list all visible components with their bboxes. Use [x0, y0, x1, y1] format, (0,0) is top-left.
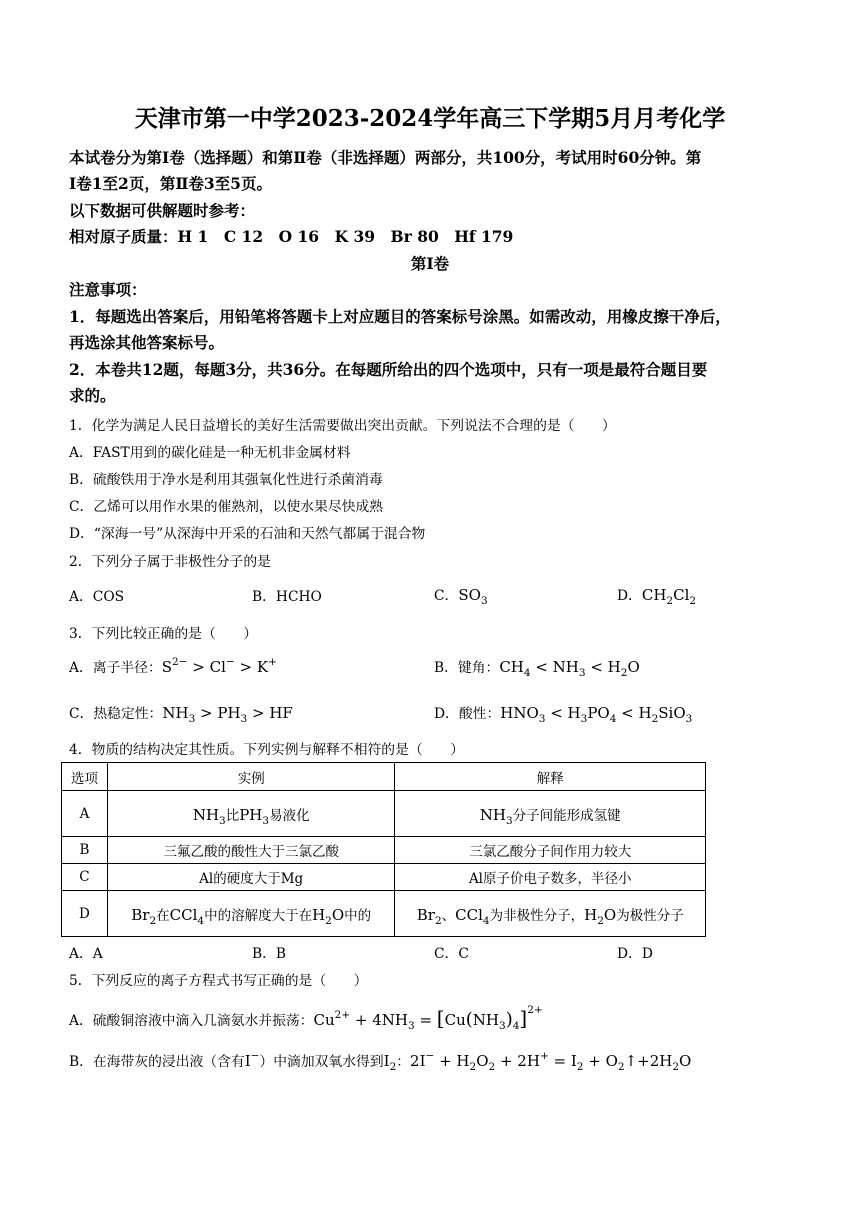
- q1-option-d: D．“深海一号”从深海中开采的石油和天然气都属于混合物: [69, 526, 426, 542]
- q2-option-c: C．$SO_3$: [434, 586, 488, 607]
- row-explanation: $Br_2$、CCl$_4$为非极性分子，$H_2O$为极性分子: [395, 891, 706, 937]
- q3-option-d: D．酸性：$HNO_3 < H_3PO_4 < H_2SiO_3$: [434, 704, 693, 725]
- q4-option-b: B．B: [252, 946, 287, 962]
- section-title: 第Ⅰ卷: [410, 254, 450, 273]
- row-option: C: [62, 864, 108, 891]
- q4-stem: 4．物质的结构决定其性质。下列实例与解释不相符的是（ ）: [69, 742, 465, 758]
- row-example: $Br_2$在CCl$_4$中的溶解度大于在$H_2O$中的: [107, 891, 395, 937]
- table-row: [62, 891, 706, 937]
- row-explanation: Al原子价电子数多，半径小: [395, 864, 706, 891]
- q1-option-a: A．FAST用到的碳化硅是一种无机非金属材料: [69, 445, 351, 461]
- row-option: D: [62, 891, 108, 937]
- q2-option-b: B．HCHO: [252, 589, 322, 605]
- row-explanation: $NH_3$分子间能形成氢键: [395, 791, 706, 837]
- header-option: 选项: [62, 763, 108, 791]
- intro-line-1: 本试卷分为第Ⅰ卷（选择题）和第Ⅱ卷（非选择题）两部分，共100分，考试用时60分钟。第: [69, 148, 702, 167]
- q1-stem: 1．化学为满足人民日益增长的美好生活需要做出突出贡献。下列说法不合理的是（ ）: [69, 418, 616, 434]
- row-example: 三氟乙酸的酸性大于三氯乙酸: [107, 837, 395, 864]
- row-example: $NH_3$比$PH_3$易液化: [107, 791, 395, 837]
- header-explanation: 解释: [395, 763, 706, 791]
- notice-heading: 注意事项：: [69, 280, 147, 299]
- intro-line-2: Ⅰ卷1至2页，第Ⅱ卷3至5页。: [69, 174, 272, 193]
- q3-option-b: B．键角：$CH_4 < NH_3 < H_2O$: [434, 658, 640, 679]
- q2-option-a: A．COS: [69, 589, 125, 605]
- intro-line-3: 以下数据可供解题时参考：: [69, 201, 256, 220]
- notice-item-1-line-2: 再选涂其他答案标号。: [69, 333, 225, 352]
- q1-option-c: C．乙烯可以用作水果的催熟剂，以使水果尽快成熟: [69, 499, 384, 515]
- q3-option-a: A．离子半径：$S^{2-} > Cl^- > K^+$: [69, 656, 277, 676]
- q5-option-b: B．在海带灰的浸出液（含有I−）中滴加双氧水得到$I_2$：$2I^- + H_2O_2 + 2H^+ = I_2$ + $O_2↑+2H_2O$: [69, 1050, 692, 1073]
- q4-option-a: A．A: [69, 946, 103, 962]
- table-row: [62, 864, 706, 891]
- notice-item-2-line-2: 求的。: [69, 386, 116, 405]
- notice-item-1-line-1: 1．每题选出答案后，用铅笔将答题卡上对应题目的答案标号涂黑。如需改动，用橡皮擦干净后，: [69, 307, 731, 326]
- table-row: [62, 791, 706, 837]
- q5-stem: 5．下列反应的离子方程式书写正确的是（ ）: [69, 973, 368, 989]
- q4-option-c: C．C: [434, 946, 469, 962]
- notice-item-2-line-1: 2．本卷共12题，每题3分，共36分。在每题所给出的四个选项中，只有一项是最符合题目要: [69, 360, 708, 379]
- q3-option-c: C．热稳定性：$NH_3 > PH_3$ > HF: [69, 704, 293, 725]
- q4-option-d: D．D: [617, 946, 653, 962]
- row-option: B: [62, 837, 108, 864]
- row-option: A: [62, 791, 108, 837]
- q2-option-d: D．$CH_2Cl_2$: [617, 586, 697, 607]
- q3-stem: 3．下列比较正确的是（ ）: [69, 626, 258, 642]
- q4-table: [61, 762, 706, 937]
- row-example: Al的硬度大于Mg: [107, 864, 395, 891]
- row-explanation: 三氯乙酸分子间作用力较大: [395, 837, 706, 864]
- table-row: [62, 837, 706, 864]
- q1-option-b: B．硫酸铁用于净水是利用其强氧化性进行杀菌消毒: [69, 472, 383, 488]
- q5-option-a: A．硫酸铜溶液中滴入几滴氨水并振荡：$Cu^{2+} + 4NH_3 = [Cu(NH_3)_4]^{2+}$: [69, 1004, 543, 1032]
- table-header-row: [62, 763, 706, 791]
- q2-stem: 2．下列分子属于非极性分子的是: [69, 554, 271, 570]
- atomic-mass-line: 相对原子质量：H 1 C 12 O 16 K 39 Br 80 Hf 179: [69, 227, 514, 246]
- header-example: 实例: [107, 763, 395, 791]
- page-title: 天津市第一中学2023-2024学年高三下学期5月月考化学: [134, 105, 726, 132]
